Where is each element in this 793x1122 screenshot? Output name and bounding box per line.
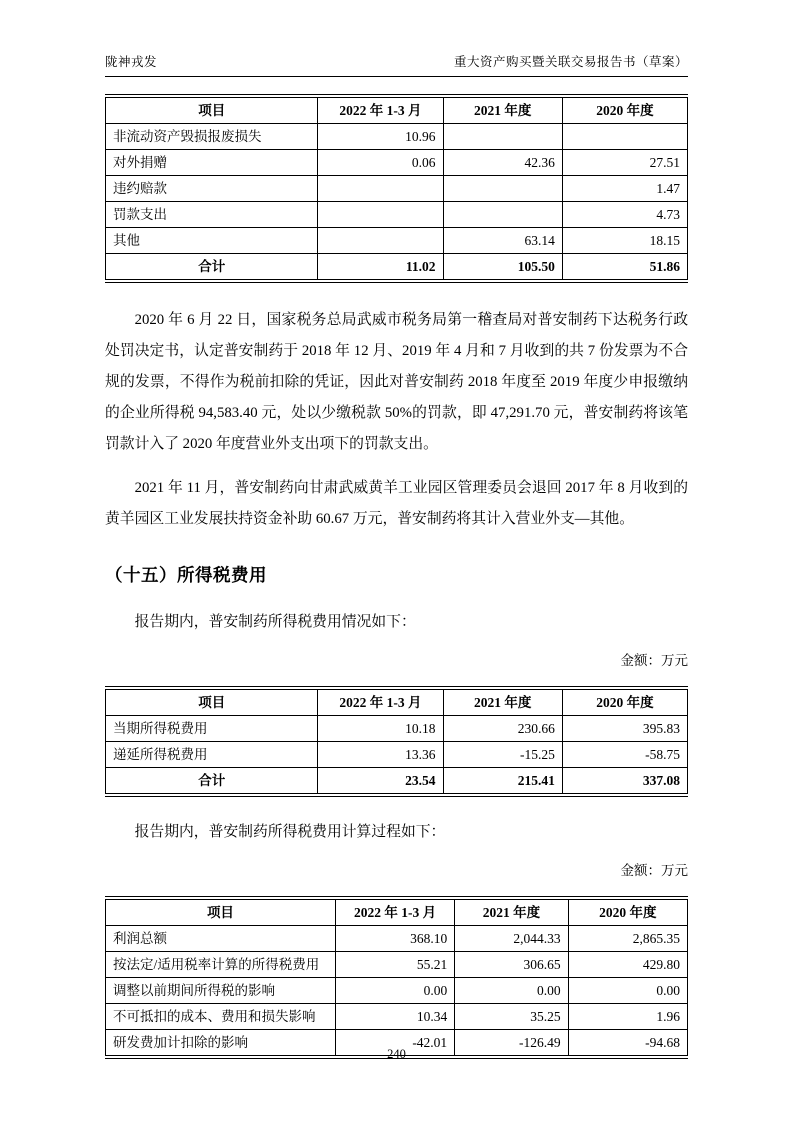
cell-value: 2,044.33 bbox=[455, 926, 568, 952]
total-value: 51.86 bbox=[562, 254, 687, 282]
table-row bbox=[106, 228, 688, 254]
column-header-2022: 2022 年 1-3 月 bbox=[335, 898, 454, 926]
income-tax-calculation-table bbox=[105, 896, 688, 1059]
table-row bbox=[106, 176, 688, 202]
table-total-row bbox=[106, 254, 688, 282]
header-company-name: 陇神戎发 bbox=[105, 55, 158, 69]
column-header-item: 项目 bbox=[106, 688, 318, 716]
cell-value bbox=[318, 202, 443, 228]
row-label: 违约赔款 bbox=[106, 176, 318, 202]
column-header-2020: 2020 年度 bbox=[568, 898, 687, 926]
document-header bbox=[105, 52, 688, 77]
table-row bbox=[106, 952, 688, 978]
intro-income-tax-calculation: 报告期内，普安制药所得税费用计算过程如下： bbox=[134, 824, 446, 840]
page-number: 240 bbox=[387, 1047, 406, 1061]
table-header-row bbox=[106, 688, 688, 716]
table-row bbox=[106, 978, 688, 1004]
column-header-2021: 2021 年度 bbox=[455, 898, 568, 926]
cell-value: 4.73 bbox=[562, 202, 687, 228]
cell-value: 63.14 bbox=[443, 228, 562, 254]
cell-value: 429.80 bbox=[568, 952, 687, 978]
cell-value bbox=[443, 176, 562, 202]
table-row bbox=[106, 926, 688, 952]
table-row bbox=[106, 716, 688, 742]
total-value: 215.41 bbox=[443, 768, 562, 796]
column-header-item: 项目 bbox=[106, 898, 336, 926]
table-header-row bbox=[106, 96, 688, 124]
row-label: 按法定/适用税率计算的所得税费用 bbox=[106, 952, 336, 978]
non-operating-expense-table bbox=[105, 94, 688, 283]
row-label: 调整以前期间所得税的影响 bbox=[106, 978, 336, 1004]
column-header-2022: 2022 年 1-3 月 bbox=[318, 688, 443, 716]
row-label: 当期所得税费用 bbox=[106, 716, 318, 742]
table-total-row bbox=[106, 768, 688, 796]
cell-value: -15.25 bbox=[443, 742, 562, 768]
cell-value bbox=[443, 202, 562, 228]
cell-value: 13.36 bbox=[318, 742, 443, 768]
header-report-title: 重大资产购买暨关联交易报告书（草案） bbox=[453, 55, 688, 69]
cell-value: 230.66 bbox=[443, 716, 562, 742]
cell-value: -42.01 bbox=[335, 1030, 454, 1058]
paragraph-subsidy-return: 2021 年 11 月，普安制药向甘肃武威黄羊工业园区管理委员会退回 2017 年 8 月收到的黄羊园区工业发展扶持资金补助 60.67 万元，普安制药将其计入营业外支—其他。 bbox=[105, 480, 688, 527]
unit-label: 金额：万元 bbox=[620, 653, 688, 668]
column-header-2021: 2021 年度 bbox=[443, 688, 562, 716]
total-value: 337.08 bbox=[562, 768, 687, 796]
cell-value: 18.15 bbox=[562, 228, 687, 254]
section-heading-income-tax: （十五）所得税费用 bbox=[105, 565, 267, 585]
column-header-item: 项目 bbox=[106, 96, 318, 124]
cell-value: 55.21 bbox=[335, 952, 454, 978]
row-label: 其他 bbox=[106, 228, 318, 254]
cell-value: 0.00 bbox=[568, 978, 687, 1004]
total-value: 105.50 bbox=[443, 254, 562, 282]
table-row bbox=[106, 124, 688, 150]
cell-value: 42.36 bbox=[443, 150, 562, 176]
cell-value: 368.10 bbox=[335, 926, 454, 952]
income-tax-expense-table bbox=[105, 686, 688, 797]
cell-value: -58.75 bbox=[562, 742, 687, 768]
table-row bbox=[106, 742, 688, 768]
cell-value: 395.83 bbox=[562, 716, 687, 742]
column-header-2021: 2021 年度 bbox=[443, 96, 562, 124]
cell-value bbox=[318, 228, 443, 254]
cell-value: 1.47 bbox=[562, 176, 687, 202]
cell-value bbox=[562, 124, 687, 150]
column-header-2020: 2020 年度 bbox=[562, 96, 687, 124]
cell-value: 35.25 bbox=[455, 1004, 568, 1030]
table-header-row bbox=[106, 898, 688, 926]
cell-value bbox=[443, 124, 562, 150]
row-label: 研发费加计扣除的影响 bbox=[106, 1030, 336, 1058]
cell-value: 0.06 bbox=[318, 150, 443, 176]
cell-value: 0.00 bbox=[455, 978, 568, 1004]
page-footer bbox=[0, 1047, 793, 1062]
cell-value: 306.65 bbox=[455, 952, 568, 978]
intro-income-tax-expense: 报告期内，普安制药所得税费用情况如下： bbox=[134, 614, 416, 630]
cell-value bbox=[318, 176, 443, 202]
cell-value: 10.18 bbox=[318, 716, 443, 742]
table-row bbox=[106, 150, 688, 176]
cell-value: 0.00 bbox=[335, 978, 454, 1004]
row-label: 不可抵扣的成本、费用和损失影响 bbox=[106, 1004, 336, 1030]
table-row bbox=[106, 202, 688, 228]
row-label: 对外捐赠 bbox=[106, 150, 318, 176]
table-row bbox=[106, 1004, 688, 1030]
total-value: 23.54 bbox=[318, 768, 443, 796]
cell-value: 10.34 bbox=[335, 1004, 454, 1030]
column-header-2020: 2020 年度 bbox=[562, 688, 687, 716]
cell-value: 27.51 bbox=[562, 150, 687, 176]
cell-value: 2,865.35 bbox=[568, 926, 687, 952]
row-label: 非流动资产毁损报废损失 bbox=[106, 124, 318, 150]
column-header-2022: 2022 年 1-3 月 bbox=[318, 96, 443, 124]
total-value: 11.02 bbox=[318, 254, 443, 282]
cell-value: 10.96 bbox=[318, 124, 443, 150]
cell-value: -94.68 bbox=[568, 1030, 687, 1058]
cell-value: 1.96 bbox=[568, 1004, 687, 1030]
row-label: 利润总额 bbox=[106, 926, 336, 952]
paragraph-tax-penalty: 2020 年 6 月 22 日，国家税务总局武威市税务局第一稽查局对普安制药下达税务行政处罚决定书，认定普安制药于 2018 年 12 月、2019 年 4 月和 7 月收到的共 7 份发票为不合规的发票，不得作为税前扣除的凭证，因此对普安制药 2018 年度至 2019 年度少申报缴纳的企业所得税 94,583.40 元，处以少缴税款 50%的罚款，即 47,291.70 元，普安制药将该笔罚款计入了 2020 年度营业外支出项下的罚款支出。 bbox=[105, 312, 688, 452]
row-label: 递延所得税费用 bbox=[106, 742, 318, 768]
cell-value: -126.49 bbox=[455, 1030, 568, 1058]
unit-label: 金额：万元 bbox=[620, 863, 688, 878]
total-label: 合计 bbox=[106, 254, 318, 282]
total-label: 合计 bbox=[106, 768, 318, 796]
row-label: 罚款支出 bbox=[106, 202, 318, 228]
